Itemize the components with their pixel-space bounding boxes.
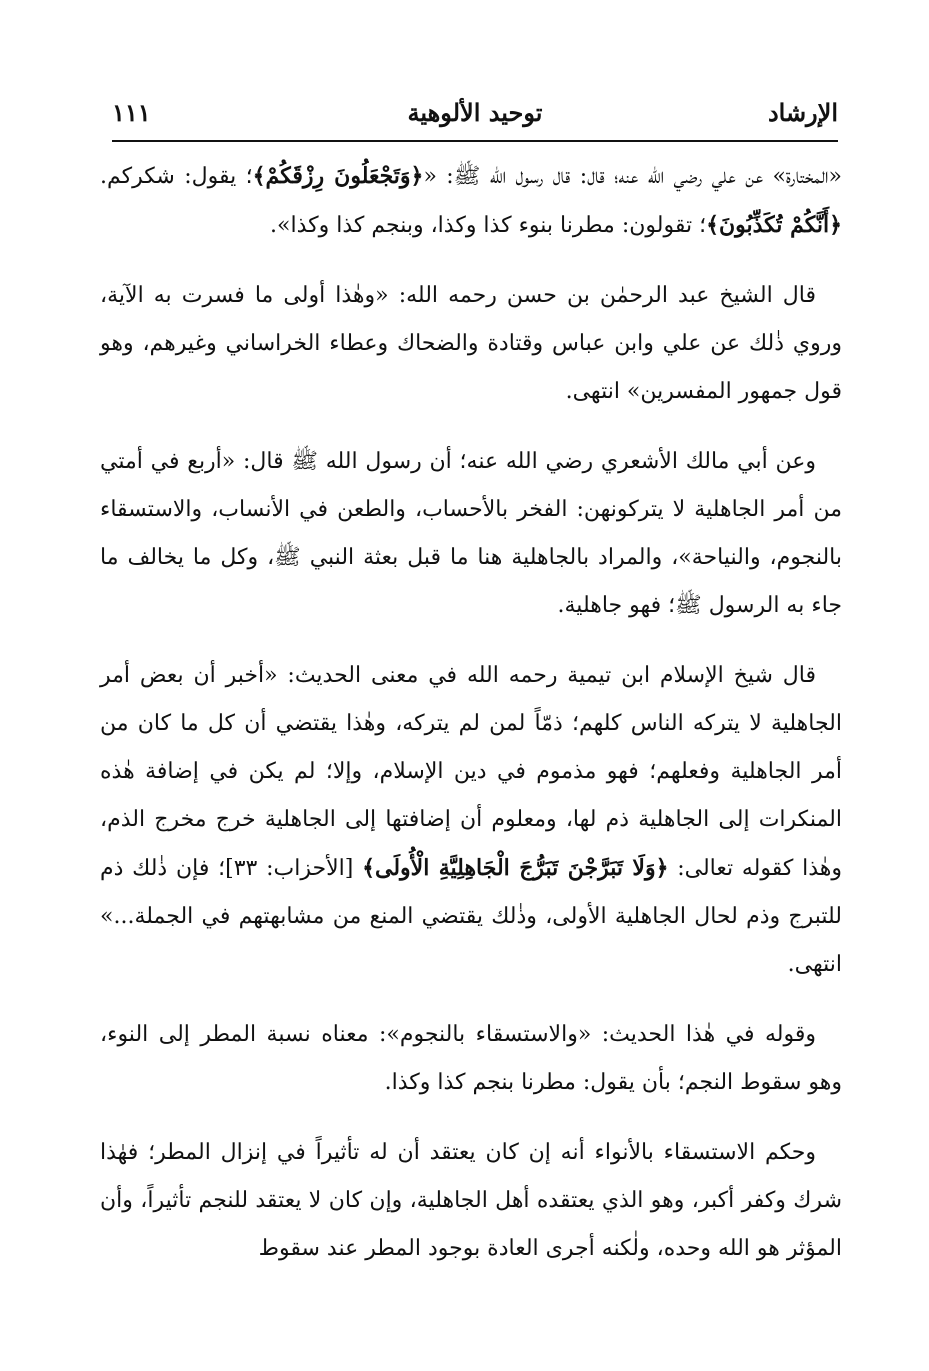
- text-run: قال الشيخ عبد الرحمٰن بن حسن رحمه الله: «وهٰذا أولى ما فسرت به الآية، وروي ذٰلك عن علي وابن عباس وقتادة والضحاك وعطاء الخراساني وغيرهم، وهو قول جمهور المفسرين» انتهى.: [100, 283, 842, 404]
- running-header: [112, 90, 838, 142]
- text-run: وحكم الاستسقاء بالأنواء أنه إن كان يعتقد أن له تأثيراً في إنزال المطر؛ فهٰذا شرك وكفر أكبر، وهو الذي يعتقده أهل الجاهلية، وإن كان لا يعتقد للنجم تأثيراً، وأن المؤثر هو الله وحده، ولٰكنه أجرى العادة بوجود المطر عند سقوط: [100, 1140, 842, 1261]
- paragraph: [100, 1011, 842, 1107]
- paragraph: [100, 272, 842, 416]
- chapter-title: توحيد الألوهية: [407, 98, 543, 127]
- text-run: قال شيخ الإسلام ابن تيمية رحمه الله في معنى الحديث: «أخبر أن بعض أمر الجاهلية لا يتركه الناس كلهم؛ ذمّاً لمن لم يتركه، وهٰذا يقتضي أن كل ما كان من أمر الجاهلية وفعلهم؛ فهو مذموم في دين الإسلام، وإلا؛ لم يكن في إضافة هٰذه المنكرات إلى الجاهلية ذم لها، ومعلوم أن إضافتها إلى الجاهلية خرج مخرج الذم، وهٰذا كقوله تعالى:: [100, 663, 842, 881]
- quran-verse: ﴿وَلَا تَبَرَّجْنَ تَبَرُّجَ الْجَاهِلِيَّةِ الْأُولَى﴾: [362, 855, 669, 881]
- text-run: ؛ تقولون: مطرنا بنوء كذا وكذا، وبنجم كذا وكذا».: [270, 213, 707, 238]
- text-run: [الأحزاب: ٣٣]؛ فإن ذٰلك ذم للتبرج وذم لحال الجاهلية الأولى، وذٰلك يقتضي المنع من مشابهتهم في الجملة...» انتهى.: [100, 856, 842, 977]
- text-run: «المختارة» عن علي رضي الله عنه؛ قال: قال رسول الله ﷺ: «: [423, 164, 842, 189]
- paragraph: [100, 438, 842, 630]
- page-body: [100, 152, 842, 1295]
- paragraph: [100, 1129, 842, 1273]
- text-run: وعن أبي مالك الأشعري رضي الله عنه؛ أن رسول الله ﷺ قال: «أربع في أمتي من أمر الجاهلية لا يتركونهن: الفخر بالأحساب، والطعن في الأنساب، والاستسقاء بالنجوم، والنياحة»، والمراد بالجاهلية هنا ما قبل بعثة النبي ﷺ، وكل ما يخالف ما جاء به الرسول ﷺ؛ فهو جاهلية.: [100, 449, 842, 618]
- page-number: ١١١: [112, 98, 151, 127]
- text-run: ؛ يقول: شكركم.: [100, 164, 253, 189]
- quran-verse: ﴿وَتَجْعَلُونَ رِزْقَكُمْ﴾: [252, 163, 424, 189]
- book-title: الإرشاد: [767, 98, 838, 127]
- quran-verse: ﴿أَنَّكُمْ تُكَذِّبُونَ﴾: [706, 212, 842, 238]
- paragraph: [100, 152, 842, 250]
- paragraph: [100, 652, 842, 989]
- text-run: وقوله في هٰذا الحديث: «والاستسقاء بالنجوم»: معناه نسبة المطر إلى النوء، وهو سقوط النجم؛ بأن يقول: مطرنا بنجم كذا وكذا.: [100, 1022, 842, 1095]
